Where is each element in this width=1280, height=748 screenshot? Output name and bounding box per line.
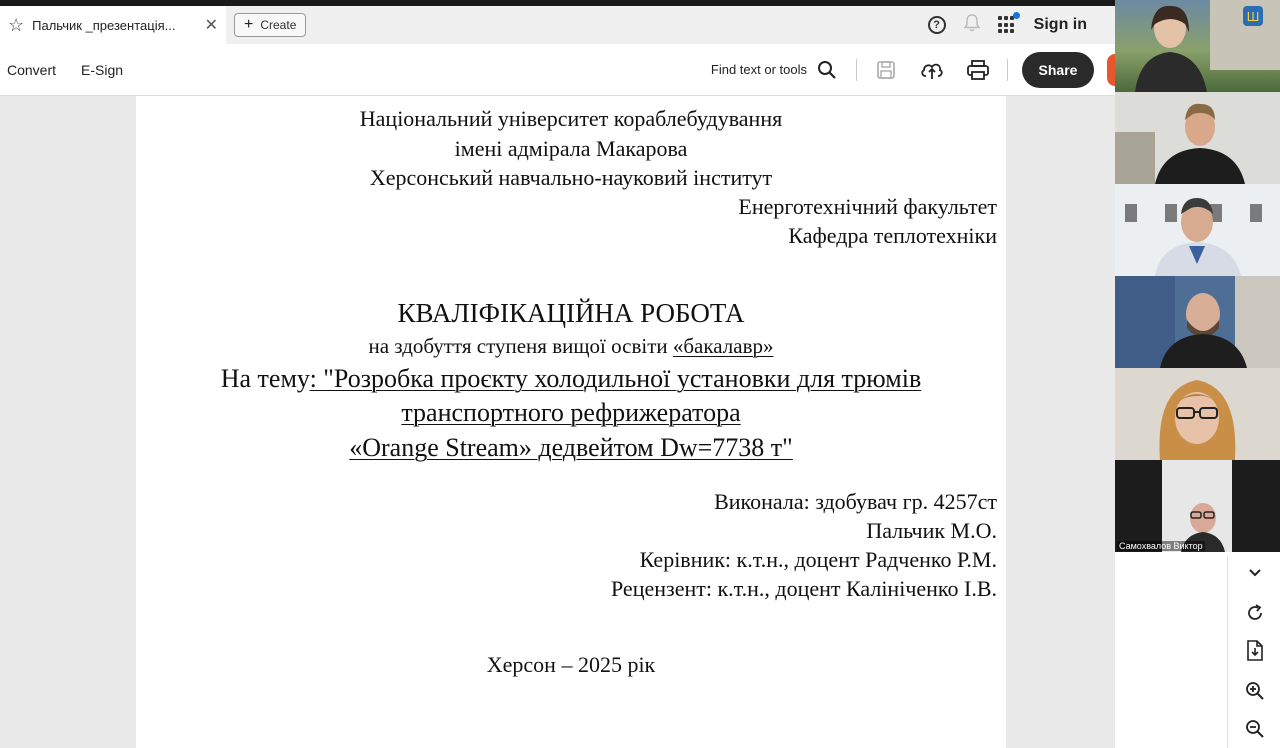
participant-video-4[interactable] [1115,276,1280,368]
doc-supervisor: Керівник: к.т.н., доцент Радченко Р.М. [639,547,997,572]
doc-topic-line2: транспортного рефрижератора [401,398,741,427]
share-button[interactable]: Share [1022,52,1094,88]
participant-video-5[interactable] [1115,368,1280,460]
participant-video-6[interactable] [1115,460,1280,552]
esign-menu[interactable]: E-Sign [81,61,124,78]
doc-line-institute: Херсонський навчально-науковий інститут [369,165,773,190]
help-icon[interactable]: ? [928,16,946,34]
participant-video-3[interactable] [1115,184,1280,276]
doc-title: КВАЛІФІКАЦІЙНА РОБОТА [397,298,745,328]
zoom-out-icon[interactable] [1228,714,1280,744]
doc-subtitle-degree: «бакалавр» [672,334,774,358]
document-viewer[interactable] [0,96,1115,748]
zoom-in-icon[interactable] [1228,676,1280,706]
chevron-down-icon[interactable] [1228,558,1280,588]
doc-topic-text1: : "Розробка проєкту холодильної установки для трюмів [309,364,922,393]
doc-subtitle [136,334,1006,359]
main-toolbar [0,44,1115,96]
apps-grid-icon[interactable] [998,16,1016,34]
find-text-tools[interactable]: Find text or tools [710,62,807,77]
side-tools-panel [1227,556,1280,748]
document-tab[interactable] [0,6,226,44]
doc-line-university: Національний університет кораблебудування [359,106,783,131]
doc-topic-prefix: На тему [220,364,310,393]
doc-topic-line1 [136,364,1006,394]
toolbar-divider [856,59,857,81]
participant-video-1[interactable] [1115,0,1280,92]
create-button[interactable] [234,13,306,37]
doc-city-year: Херсон – 2025 рік [486,652,656,677]
doc-reviewer: Рецензент: к.т.н., доцент Калініченко І.В. [610,576,997,601]
doc-line-admiral: імені адмірала Макарова [454,136,688,161]
doc-topic-line3: «Orange Stream» дедвейтом Dw=7738 т" [349,433,793,462]
video-call-panel [1115,0,1280,748]
bell-icon[interactable] [964,14,980,37]
document-info-icon[interactable] [1228,636,1280,666]
star-icon[interactable]: ☆ [8,14,25,35]
search-icon[interactable] [815,58,839,82]
pdf-page [136,96,1006,748]
plus-icon: + [244,16,254,33]
upload-cloud-icon[interactable] [920,58,944,82]
svg-text:Ш: Ш [1246,10,1260,24]
create-label: Create [260,18,297,32]
toolbar-divider [1007,59,1008,81]
close-icon[interactable]: ✕ [204,17,218,34]
participant-name-label: Самохвалов Виктор [1119,541,1203,551]
doc-author-name: Пальчик М.О. [866,518,997,543]
doc-line-faculty: Енерготехнічний факультет [738,194,997,219]
save-icon[interactable] [874,58,898,82]
sign-in-link[interactable]: Sign in [1033,16,1087,33]
print-icon[interactable] [966,58,990,82]
doc-author-label: Виконала: здобувач гр. 4257ст [714,489,997,514]
tab-bar [0,6,1115,44]
convert-menu[interactable]: Convert [7,61,57,78]
tab-title: Пальчик _презентація... [32,17,176,33]
profile-avatar-edge[interactable] [1107,54,1115,86]
doc-subtitle-prefix: на здобуття ступеня вищої освіти [368,334,673,358]
doc-line-department: Кафедра теплотехніки [788,223,997,248]
participant-video-2[interactable] [1115,92,1280,184]
refresh-icon[interactable] [1228,598,1280,628]
header-right [928,14,1115,37]
